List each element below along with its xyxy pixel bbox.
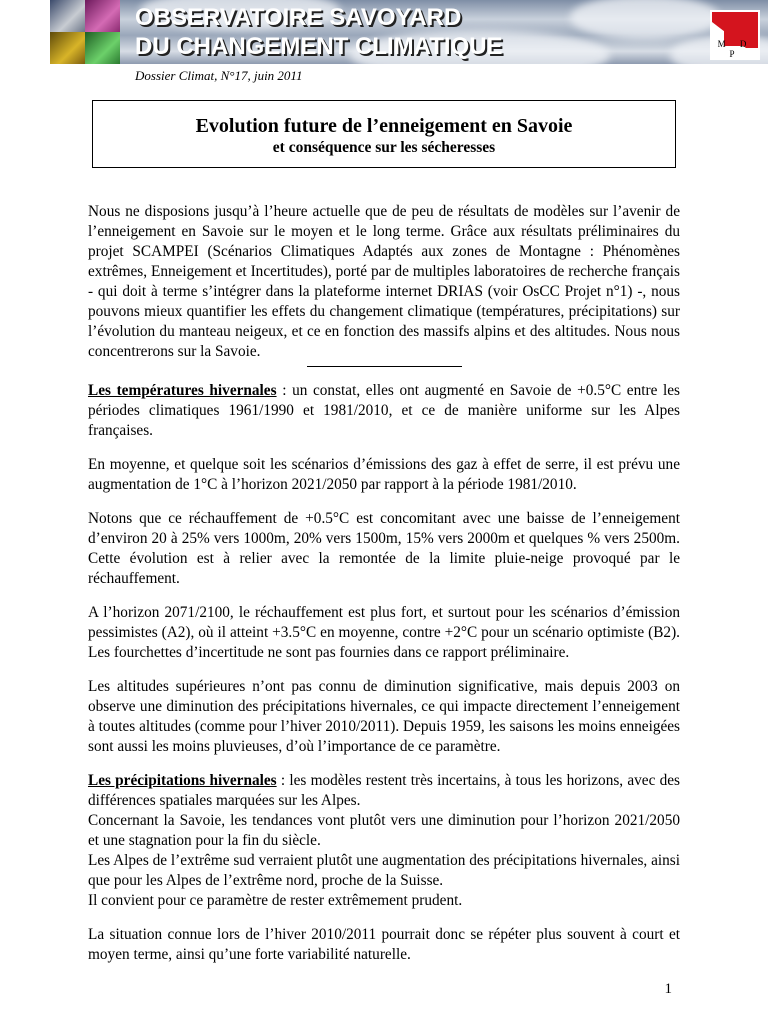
logo-text: M D P — [717, 39, 753, 59]
document-subtitle: et conséquence sur les sécheresses — [272, 139, 496, 156]
temperatures-text: : un constat, elles ont augmenté en Savoie de +0.5°C entre les périodes climatiques 1961/1990 et 1981/2010, et ce de manière uniforme sur les Alpes françaises. — [88, 382, 680, 439]
precipitations-paragraph — [88, 771, 680, 911]
paragraph: En moyenne, et quelque soit les scénarios d’émissions des gaz à effet de serre, il est prévu une augmentation de 1°C à l’horizon 2021/2050 par rapport à la période 1981/2010. — [88, 456, 680, 493]
precipitations-heading: Les précipitations hivernales — [88, 772, 277, 789]
precipitations-text: : les modèles restent très incertains, à tous les horizons, avec des différences spatiales marquées sur les Alpes. — [88, 772, 680, 809]
document-title: Evolution future de l’enneigement en Savoie — [195, 115, 573, 137]
temperatures-heading: Les températures hivernales — [88, 382, 277, 399]
precipitations-alps: Les Alpes de l’extrême sud verraient plutôt une augmentation des précipitations hivernales, ainsi que pour les Alpes de l’extrême nord, proche de la Suisse. — [88, 852, 680, 889]
paragraph: A l’horizon 2071/2100, le réchauffement est plus fort, et surtout pour les scénarios d’émission pessimistes (A2), où il atteint +3.5°C en moyenne, contre +2°C pour un scénario optimiste (B2). Les fourchettes d’incertitude ne sont pas fournies dans ce rapport préliminaire. — [88, 604, 680, 661]
banner-title-line2: DU CHANGEMENT CLIMATIQUE — [135, 33, 503, 60]
mdp-logo — [710, 10, 760, 60]
temperatures-paragraph — [88, 381, 680, 441]
precipitations-savoie: Concernant la Savoie, les tendances vont plutôt vers une diminution pour l’horizon 2021/2050 et une stagnation pour la fin du siècle. — [88, 812, 680, 849]
dossier-reference: Dossier Climat, N°17, juin 2011 — [135, 68, 303, 83]
intro-paragraph: Nous ne disposions jusqu’à l’heure actuelle que de peu de résultats de modèles sur l’avenir de l’enneigement en Savoie sur le moyen et le long terme. Grâce aux résultats préliminaires du projet SCAMPEI (Scénarios Climatiques Adaptés aux zones de Montagne : Phénomènes extrêmes, Enneigement et Incertitudes), porté par de multiples laboratoires de recherche français - qui doit à terme s’intégrer dans la plateforme internet DRIAS (voir OsCC Projet n°1) -, nous pouvons mieux quantifier les effets du changement climatique (températures, précipitations) sur l’évolution du manteau neigeux, et ce en fonction des massifs alpins et des altitudes. Nous nous concentrerons sur la Savoie. — [88, 203, 680, 360]
document-body — [88, 0, 680, 999]
paragraph: Notons que ce réchauffement de +0.5°C est concomitant avec une baisse de l’enneigement d’environ 20 à 25% vers 1000m, 20% vers 1500m, 15% vers 2000m et quelques % vers 2500m. Cette évolution est à relier avec la remontée de la limite pluie-neige provoqué par le réchauffement. — [88, 510, 680, 587]
paragraph: Les altitudes supérieures n’ont pas connu de diminution significative, mais depuis 2003 on observe une diminution des précipitations hivernales, ce qui impacte directement l’enneigement à toutes altitudes (comme pour l’hiver 2010/2011). Depuis 1959, les saisons les moins enneigées sont aussi les moins pluvieuses, d’où l’importance de ce paramètre. — [88, 678, 680, 755]
banner-title-line1: OBSERVATOIRE SAVOYARD — [135, 4, 462, 31]
precipitations-caution: Il convient pour ce paramètre de rester extrêmement prudent. — [88, 892, 463, 909]
section-divider — [307, 366, 462, 367]
conclusion-paragraph: La situation connue lors de l’hiver 2010/2011 pourrait donc se répéter plus souvent à court et moyen terme, ainsi qu’une forte variabilité naturelle. — [88, 926, 680, 963]
page-number: 1 — [664, 981, 672, 997]
